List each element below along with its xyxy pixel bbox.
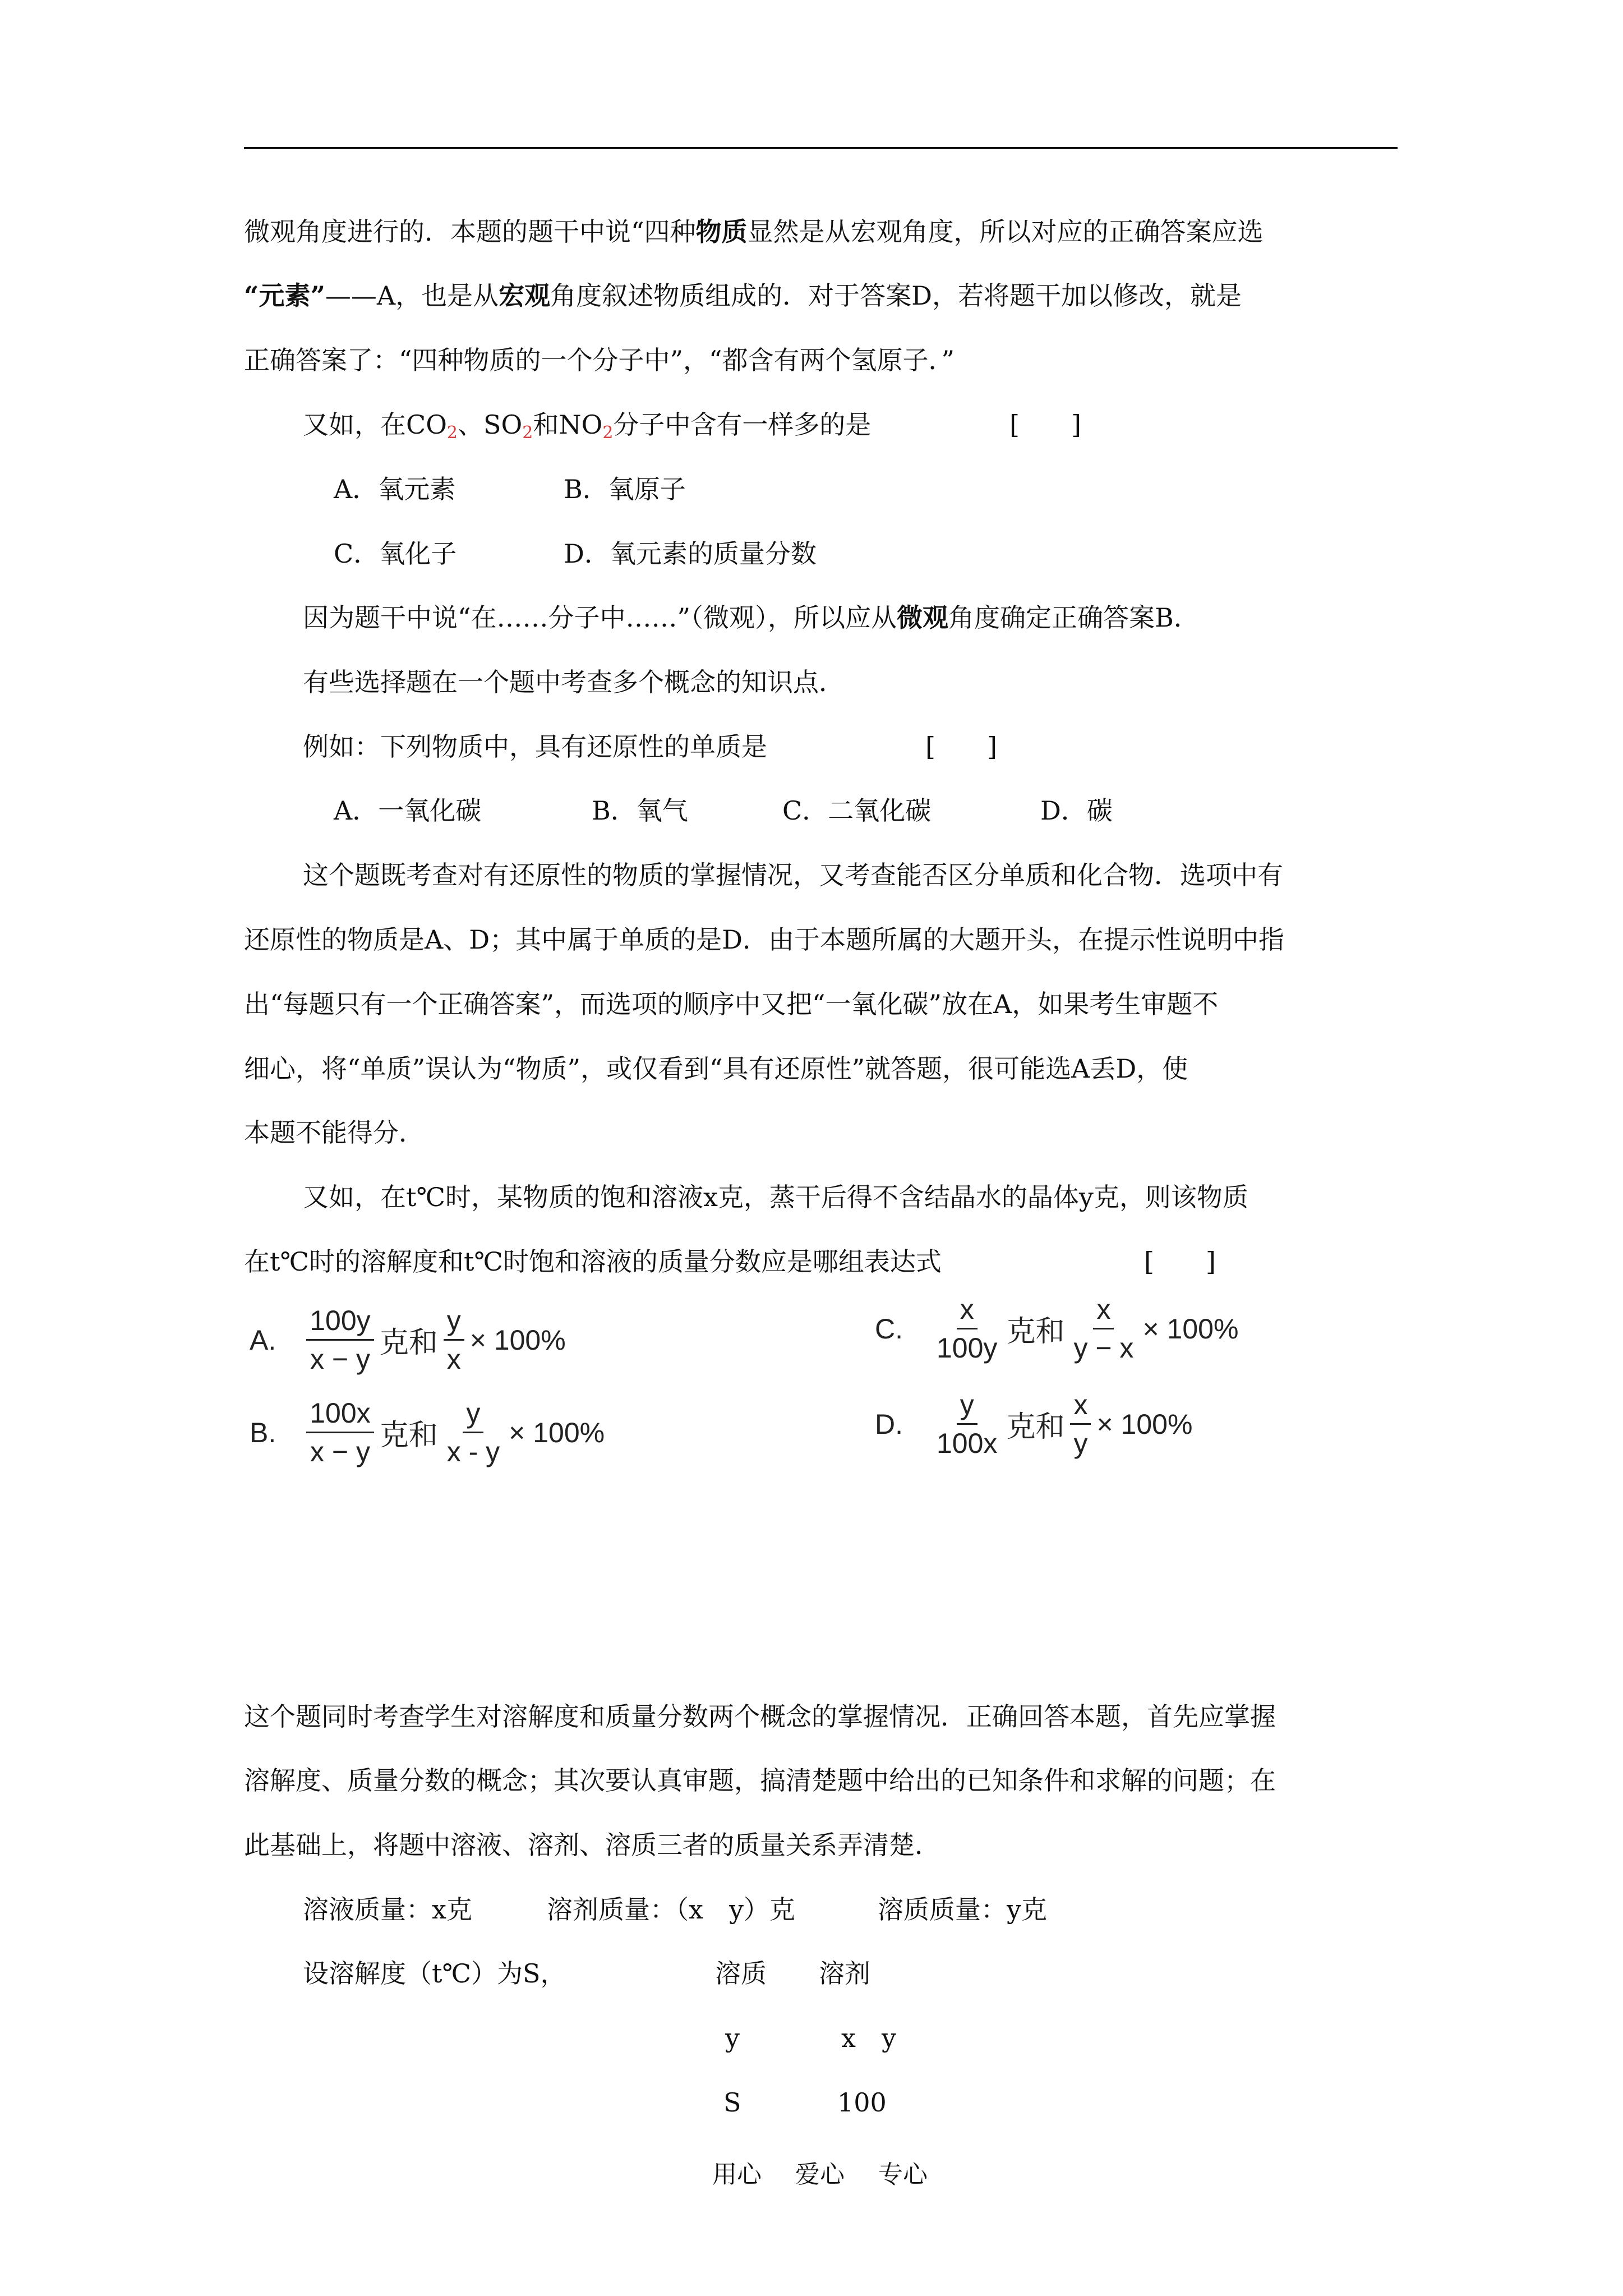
- denominator: y: [1073, 1428, 1088, 1459]
- formula-option-b: [250, 1397, 605, 1468]
- connector-text: 克和: [1006, 1315, 1065, 1349]
- numerator: y: [463, 1397, 483, 1433]
- fraction: [306, 1304, 374, 1375]
- paragraph-line: [244, 279, 1242, 312]
- answer-bracket: [ ]: [1144, 1246, 1216, 1277]
- option-label: D.: [875, 1408, 903, 1440]
- fraction: [1070, 1293, 1137, 1364]
- fraction: [306, 1397, 374, 1468]
- numerator: 100x: [306, 1397, 374, 1433]
- question-line: 在t℃时的溶解度和t℃时饱和溶液的质量分数应是哪组表达式: [244, 1246, 942, 1277]
- paragraph-line: 溶解度、质量分数的概念；其次要认真审题，搞清楚题中给出的已知条件和求解的问题；在: [244, 1765, 1276, 1796]
- option-a: A．氧元素: [334, 474, 456, 504]
- option-label: C.: [875, 1313, 903, 1345]
- fraction: [444, 1304, 464, 1375]
- text-run: ——A，也是从: [325, 280, 499, 311]
- text-run: 显然是从宏观角度，所以对应的正确答案应选: [747, 217, 1264, 247]
- numerator: x: [1093, 1293, 1114, 1329]
- text-run: 角度叙述物质组成的．对于答案D，若将题干加以修改，就是: [550, 280, 1242, 311]
- percent-term: × 100%: [469, 1324, 566, 1356]
- fraction: [1070, 1388, 1091, 1460]
- denominator: 100x: [937, 1428, 998, 1459]
- connector-text: 克和: [1006, 1410, 1065, 1444]
- proportion-cell: y: [725, 2023, 740, 2053]
- fraction: [933, 1293, 1000, 1364]
- paragraph-line: 还原性的物质是A、D；其中属于单质的是D．由于本题所属的大题开头，在提示性说明中指: [244, 924, 1284, 955]
- option-b: B．氧气: [592, 795, 688, 826]
- text-run: 又如，在CO: [303, 409, 447, 440]
- option-d: D．碳: [1040, 795, 1113, 826]
- paragraph-line: 这个题同时考查学生对溶解度和质量分数两个概念的掌握情况．正确回答本题，首先应掌握: [244, 1701, 1276, 1732]
- bold-text-run: 微观: [897, 602, 949, 633]
- fraction: [933, 1388, 1000, 1460]
- text-run: 因为题干中说“在……分子中……”（微观），所以应从: [303, 602, 897, 633]
- option-a: A．一氧化碳: [334, 795, 482, 826]
- option-c: C．二氧化碳: [782, 795, 932, 826]
- paragraph-line: 这个题既考查对有还原性的物质的掌握情况，又考查能否区分单质和化合物．选项中有: [303, 860, 1283, 890]
- page-footer: [712, 2154, 928, 2190]
- option-d: D．氧元素的质量分数: [564, 539, 817, 569]
- text-run: 和NO: [533, 409, 603, 440]
- paragraph-line: 本题不能得分．: [244, 1117, 425, 1148]
- header-rule: [244, 147, 1398, 149]
- paragraph-line: [244, 215, 1264, 249]
- formula-option-a: [250, 1304, 566, 1375]
- subscript: 2: [522, 423, 533, 443]
- connector-text: 克和: [379, 1326, 438, 1360]
- paragraph-line: [303, 601, 1200, 634]
- text-run: 角度确定正确答案B．: [948, 602, 1200, 633]
- option-b: B．氧原子: [564, 474, 686, 504]
- solvent-header: 溶剂: [819, 1958, 870, 1989]
- proportion-cell: S: [723, 2087, 741, 2118]
- denominator: 100y: [937, 1332, 998, 1364]
- solute-header: 溶质: [715, 1958, 767, 1989]
- paragraph-line: 细心，将“单质”误认为“物质”，或仅看到“具有还原性”就答题，很可能选A丢D，使: [244, 1053, 1188, 1084]
- numerator: y: [444, 1304, 464, 1341]
- subscript: 2: [602, 423, 614, 443]
- subscript: 2: [446, 423, 458, 443]
- paragraph-line: 出“每题只有一个正确答案”，而选项的顺序中又把“一氧化碳”放在A，如果考生审题不: [244, 989, 1219, 1019]
- connector-text: 克和: [379, 1419, 438, 1452]
- numerator: 100y: [306, 1304, 374, 1341]
- paragraph-line: 有些选择题在一个题中考查多个概念的知识点．: [303, 667, 845, 697]
- denominator: x − y: [310, 1436, 370, 1467]
- bold-text-run: 宏观: [499, 280, 551, 311]
- option-label: B.: [250, 1416, 276, 1448]
- solute-mass: 溶质质量：y克: [878, 1894, 1047, 1925]
- footer-text: 专心: [878, 2160, 928, 2189]
- denominator: x: [446, 1343, 461, 1375]
- formula-option-c: [875, 1293, 1238, 1364]
- denominator: x - y: [446, 1436, 500, 1467]
- denominator: y − x: [1073, 1332, 1134, 1364]
- numerator: x: [957, 1293, 978, 1329]
- option-label: A.: [250, 1324, 276, 1356]
- answer-bracket: [ ]: [925, 731, 997, 762]
- footer-text: 用心: [712, 2160, 762, 2189]
- percent-term: × 100%: [509, 1416, 605, 1448]
- percent-term: × 100%: [1142, 1313, 1239, 1345]
- question-line: 例如：下列物质中，具有还原性的单质是: [303, 731, 767, 762]
- footer-text: 爱心: [795, 2160, 845, 2189]
- percent-term: × 100%: [1096, 1408, 1193, 1440]
- paragraph-line: 正确答案了：“四种物质的一个分子中”，“都含有两个氢原子．”: [244, 345, 955, 375]
- text-run: 、SO: [458, 409, 523, 440]
- bold-text-run: “元素”: [244, 280, 325, 311]
- option-c: C．氧化子: [334, 539, 457, 569]
- bold-text-run: 物质: [695, 217, 748, 247]
- numerator: y: [957, 1388, 978, 1425]
- denominator: x − y: [310, 1343, 370, 1375]
- question-line: 又如，在t℃时，某物质的饱和溶液x克，蒸干后得不含结晶水的晶体y克，则该物质: [303, 1182, 1248, 1212]
- formula-option-d: [875, 1388, 1192, 1460]
- proportion-cell: 100: [837, 2087, 887, 2118]
- proportion-cell: x y: [841, 2023, 896, 2053]
- fraction: [444, 1397, 503, 1468]
- text-run: 分子中含有一样多的是: [613, 409, 872, 440]
- text-run: 微观角度进行的．本题的题干中说“四种: [244, 217, 696, 247]
- question-line: [303, 408, 871, 450]
- answer-bracket: [ ]: [1009, 409, 1081, 440]
- paragraph-line: 此基础上，将题中溶液、溶剂、溶质三者的质量关系弄清楚．: [244, 1830, 940, 1860]
- solvent-mass: 溶剂质量：（x y）克: [547, 1894, 795, 1925]
- numerator: x: [1070, 1388, 1091, 1425]
- solution-mass: 溶液质量：x克: [303, 1894, 472, 1925]
- setup-text: 设溶解度（t℃）为S，: [303, 1958, 566, 1989]
